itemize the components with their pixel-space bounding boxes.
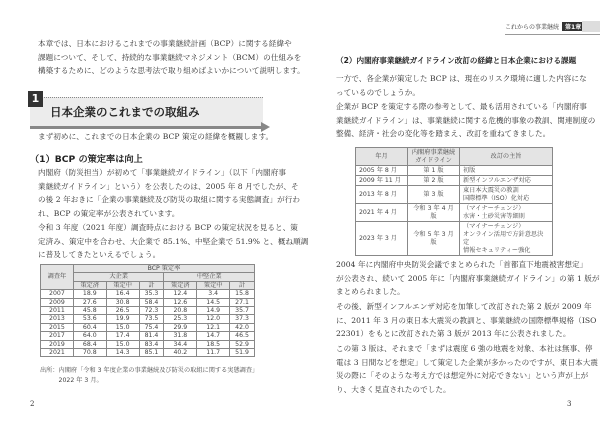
- text-line: 整備、経済・社会の変化等を踏まえ、改訂を重ねてきました。: [336, 129, 551, 139]
- column-header: 策定済: [73, 281, 106, 289]
- rate-cell: 25.3: [164, 315, 197, 323]
- table-source: [40, 366, 258, 386]
- rate-cell: 73.5: [139, 315, 164, 323]
- table-row: [356, 222, 553, 256]
- text-line: 電は 3 日間などを想定」して策定した企業が多かったのですが、東日本大震: [336, 357, 599, 367]
- text-line: っているのでしょうか。: [336, 87, 421, 97]
- rate-cell: 72.3: [139, 307, 164, 315]
- section-lead: [38, 130, 273, 144]
- rate-cell: 12.6: [164, 298, 197, 306]
- header-rule: [505, 34, 600, 35]
- text-line: に普及してきたといえるでしょう。: [38, 250, 161, 260]
- rate-cell: 75.4: [139, 323, 164, 331]
- column-header: 策定済: [164, 281, 197, 289]
- edition-cell: 令和 5 年 3 月版: [408, 222, 460, 256]
- arrow-line: [30, 126, 262, 129]
- rate-cell: 35.3: [139, 290, 164, 298]
- year-cell: 2015: [41, 323, 74, 331]
- text-line: 一方で、各企業が策定した BCP は、現在のリスク環境に適した内容にな: [336, 74, 587, 83]
- date-cell: 2021 年 4 月: [356, 204, 408, 222]
- column-header: 改訂の主旨: [460, 148, 553, 166]
- rate-cell: 26.5: [106, 307, 139, 315]
- text-line: 出所：内閣府「令和 3 年度企業の事業継続及び防災の取組に関する実態調査」: [40, 367, 259, 374]
- year-header: 調査年: [41, 265, 74, 290]
- date-cell: 2023 年 3 月: [356, 222, 408, 256]
- column-header: 内閣府事業継続 ガイドライン: [408, 148, 460, 166]
- point-line: 情報セキュリティー強化: [463, 246, 531, 254]
- year-cell: 2017: [41, 332, 74, 340]
- rate-cell: 15.0: [106, 323, 139, 331]
- point-line: 新型インフルエンザ対応: [463, 176, 531, 184]
- paragraph: [38, 166, 300, 220]
- section-number: 1: [28, 91, 43, 107]
- paragraph: [336, 72, 587, 99]
- text-line: まとめられました。: [336, 287, 405, 297]
- date-cell: 2009 年 11 月: [356, 176, 408, 186]
- rate-cell: 53.6: [73, 315, 106, 323]
- text-line: 課題について、そして、持続的な事業継続マネジメント（BCM）の仕組みを: [38, 52, 302, 62]
- rate-cell: 19.9: [106, 315, 139, 323]
- chapter-label: 第1章: [562, 22, 584, 31]
- rate-cell: 37.3: [230, 315, 255, 323]
- subheading-2: （2）内閣府事業継続ガイドライン改訂の経緯と日本企業における課題: [336, 56, 577, 65]
- rate-cell: 12.4: [164, 290, 197, 298]
- rate-cell: 11.7: [197, 349, 230, 357]
- rate-cell: 46.5: [230, 332, 255, 340]
- points-cell: [460, 222, 553, 256]
- points-cell: [460, 176, 553, 186]
- rate-cell: 29.9: [164, 323, 197, 331]
- year-cell: 2013: [41, 315, 74, 323]
- date-cell: 2005 年 8 月: [356, 166, 408, 176]
- text-line: 災の際に「そのような考え方では想定外に対応できない」という声が上が: [336, 371, 589, 381]
- paragraph: [38, 221, 308, 262]
- year-cell: 2007: [41, 290, 74, 298]
- rate-cell: 35.7: [230, 307, 255, 315]
- point-line: （マイナーチェンジ）: [463, 222, 525, 230]
- table-row: [41, 323, 255, 331]
- edition-cell: 第 1 版: [408, 166, 460, 176]
- table-row: [356, 166, 553, 176]
- page-number: 2: [30, 400, 35, 408]
- rate-cell: 42.0: [230, 323, 255, 331]
- text-line: 本章では、日本におけるこれまでの事業継続計画（BCP）に関する経緯や: [38, 39, 292, 48]
- text-line: に、2011 年 3 月の東日本大震災の教訓と、事業継続の国際標準規格（ISO: [336, 315, 597, 325]
- text-line: れ、BCP の策定率が公表されています。: [38, 208, 180, 218]
- paragraph: [336, 258, 600, 299]
- column-header: 年月: [356, 148, 408, 166]
- rate-cell: 40.2: [164, 349, 197, 357]
- points-cell: [460, 186, 553, 204]
- edition-cell: 第 2 版: [408, 176, 460, 186]
- rate-cell: 64.0: [73, 332, 106, 340]
- group-mid: 中堅企業: [164, 273, 255, 281]
- point-line: 初版: [463, 166, 476, 174]
- rate-cell: 51.9: [230, 349, 255, 357]
- text-line: 業継続ガイドライン」は、事業継続に関する危機的事象の教訓、関連制度の: [336, 115, 596, 125]
- rate-cell: 14.7: [197, 332, 230, 340]
- table-row: [41, 290, 255, 298]
- group-header: BCP 策定率: [73, 265, 254, 273]
- text-line: 業継続ガイドライン」という）を公表したのは、2005 年 8 月でしたが、そ: [38, 181, 299, 191]
- text-line: の後 2 年おきに「企業の事業継続及び防災の取組に関する実態調査」が行わ: [38, 195, 301, 205]
- rate-cell: 58.4: [139, 298, 164, 306]
- subheading-1: （1）BCP の策定率は向上: [30, 154, 143, 165]
- text-line: 22301）をもとに改訂された第 3 版が 2013 年に公表されました。: [336, 329, 571, 339]
- text-line: その後、新型インフルエンザ対応を加筆して改訂された第 2 版が 2009 年: [336, 302, 592, 311]
- table-row: [41, 349, 255, 357]
- paragraph: [336, 342, 598, 396]
- rate-cell: 15.0: [106, 340, 139, 348]
- rate-cell: 14.5: [197, 298, 230, 306]
- running-head-text: これからの事業継続: [505, 24, 560, 31]
- text-line: 2022 年 3 月。: [40, 377, 103, 384]
- points-cell: [460, 204, 553, 222]
- rate-cell: 15.8: [230, 290, 255, 298]
- rate-cell: 18.9: [73, 290, 106, 298]
- rate-cell: 70.8: [73, 349, 106, 357]
- section-title: 日本企業のこれまでの取組み: [50, 105, 200, 119]
- table-row: [41, 332, 255, 340]
- column-header: 計: [139, 281, 164, 289]
- table-row: [41, 315, 255, 323]
- column-header: 計: [230, 281, 255, 289]
- rate-cell: 83.4: [139, 340, 164, 348]
- point-line: 国際標準（ISO）化対応: [463, 194, 530, 202]
- points-cell: [460, 166, 553, 176]
- paragraph: [336, 100, 595, 141]
- column-header: 策定中: [197, 281, 230, 289]
- rate-cell: 17.4: [106, 332, 139, 340]
- edition-cell: 令和 3 年 4 月版: [408, 204, 460, 222]
- page-number: 3: [567, 400, 572, 408]
- edition-cell: 第 3 版: [408, 186, 460, 204]
- rate-cell: 18.5: [197, 340, 230, 348]
- text-line: 定済み、策定中を合わせ、大企業で 85.1%、中堅企業で 51.9% と、概ね順調: [38, 236, 309, 246]
- rate-cell: 14.3: [106, 349, 139, 357]
- rate-cell: 34.4: [164, 340, 197, 348]
- rate-cell: 52.9: [230, 340, 255, 348]
- date-cell: 2013 年 8 月: [356, 186, 408, 204]
- point-line: 水害・土砂災害等細則: [463, 212, 525, 220]
- rate-cell: 45.8: [73, 307, 106, 315]
- intro-paragraph: [38, 37, 305, 78]
- table-row: [41, 340, 255, 348]
- right-page: [300, 0, 600, 426]
- running-head: [505, 22, 584, 31]
- point-line: オンライン活用で方針意思決定: [463, 230, 544, 246]
- table-row: [41, 307, 255, 315]
- header-band: [582, 21, 600, 32]
- rate-cell: 14.9: [197, 307, 230, 315]
- point-line: 東日本大震災の教訓: [463, 186, 519, 194]
- text-line: 内閣府（防災担当）が初めて「事業継続ガイドライン」（以下「内閣府事: [38, 168, 286, 177]
- bcp-rate-table: [40, 264, 255, 357]
- table-row: [356, 204, 553, 222]
- rate-cell: 60.4: [73, 323, 106, 331]
- year-cell: 2009: [41, 298, 74, 306]
- rate-cell: 68.4: [73, 340, 106, 348]
- column-header: 策定中: [106, 281, 139, 289]
- group-large: 大企業: [73, 273, 164, 281]
- rate-cell: 27.1: [230, 298, 255, 306]
- rate-cell: 27.6: [73, 298, 106, 306]
- rate-cell: 16.4: [106, 290, 139, 298]
- rate-cell: 85.1: [139, 349, 164, 357]
- year-cell: 2019: [41, 340, 74, 348]
- year-cell: 2021: [41, 349, 74, 357]
- text-line: 構築するために、どのような思考法で取り組めばよいかについて説明します。: [38, 66, 305, 76]
- text-line: 2004 年に内閣府中央防災会議でまとめられた「首都直下地震被害想定」: [336, 260, 588, 269]
- rate-cell: 20.8: [164, 307, 197, 315]
- rate-cell: 30.8: [106, 298, 139, 306]
- rate-cell: 12.1: [197, 323, 230, 331]
- rate-cell: 3.4: [197, 290, 230, 298]
- paragraph: [336, 300, 596, 341]
- text-line: が公表され、続いて 2005 年に「内閣府事業継続ガイドライン」の第 1 版が: [336, 273, 600, 283]
- text-line: 令和 3 年度（2021 年度）調査時点における BCP の策定状況を見ると、策: [38, 223, 298, 232]
- guideline-revision-table: [355, 147, 553, 256]
- rate-cell: 12.0: [197, 315, 230, 323]
- point-line: （マイナーチェンジ）: [463, 204, 525, 212]
- rate-cell: 81.4: [139, 332, 164, 340]
- rate-cell: 31.8: [164, 332, 197, 340]
- text-line: り、大きく見直されたのでした。: [336, 384, 451, 394]
- year-cell: 2011: [41, 307, 74, 315]
- table-row: [356, 176, 553, 186]
- table-row: [356, 186, 553, 204]
- table-row: [41, 298, 255, 306]
- text-line: 企業が BCP を策定する際の参考として、最も活用されている「内閣府事: [336, 102, 587, 111]
- text-line: この第 3 版は、それまで「まずは震度 6 強の地震を対象、本社は無事、停: [336, 344, 593, 353]
- text-line: まず初めに、これまでの日本企業の BCP 策定の経緯を概観します。: [38, 132, 274, 141]
